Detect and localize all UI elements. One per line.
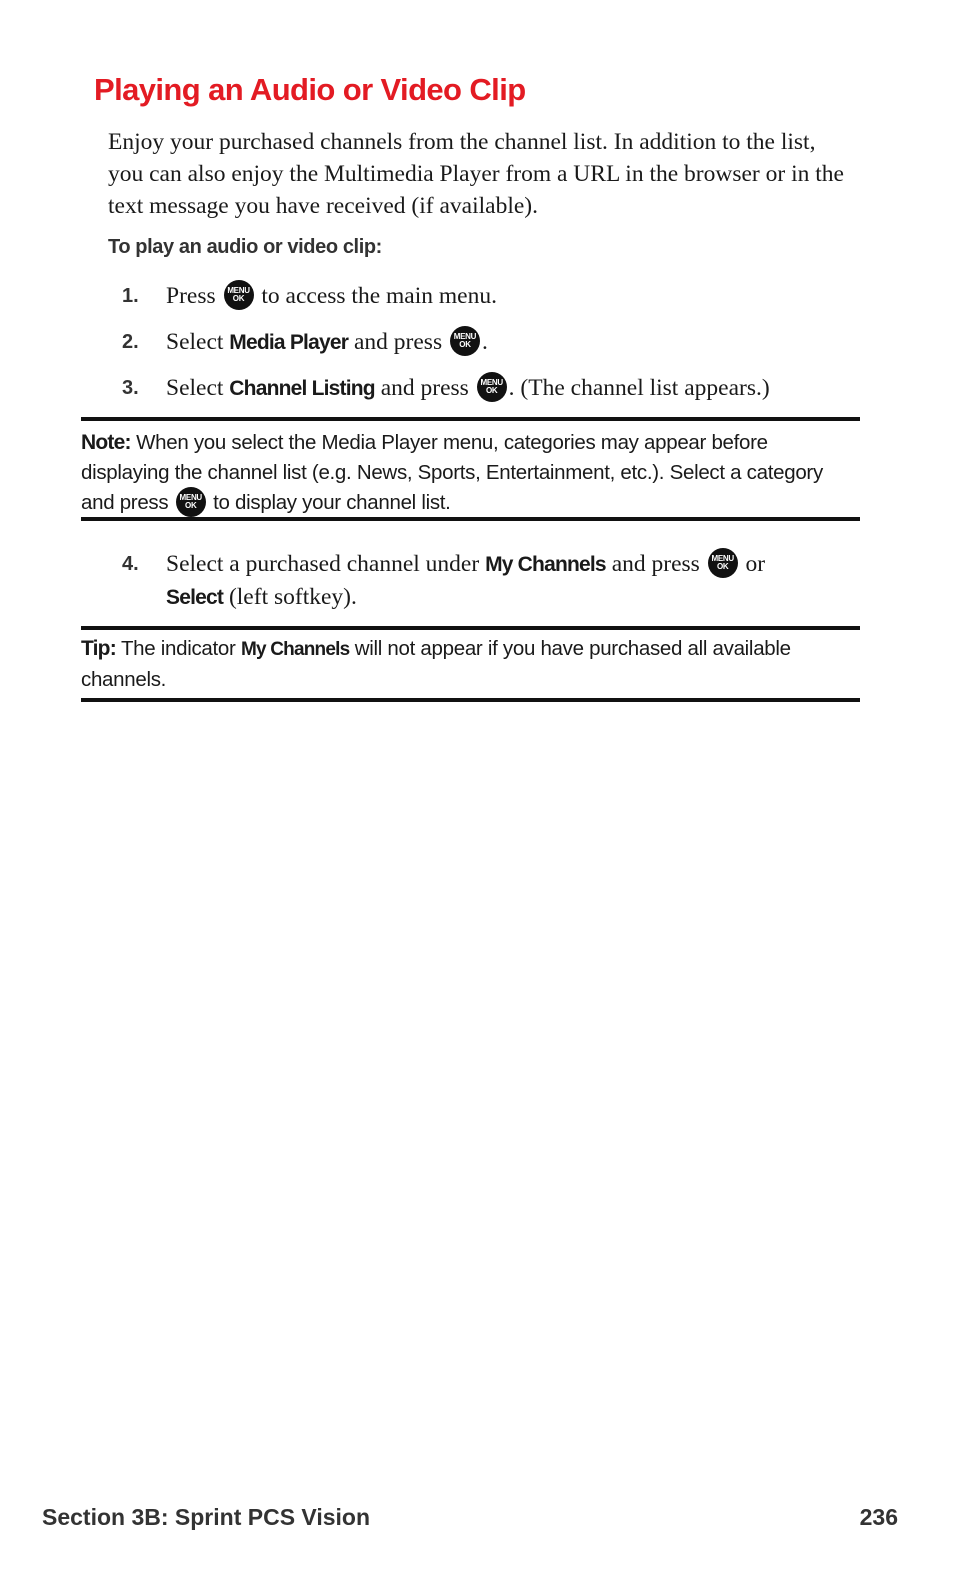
indicator-my-channels: My Channels: [240, 639, 350, 660]
step-4: [122, 548, 862, 614]
step-text: to access the main menu.: [261, 283, 497, 309]
step-1: [122, 280, 862, 313]
procedure-heading: To play an audio or video clip:: [108, 236, 382, 258]
softkey-select: Select: [166, 586, 224, 609]
step-text: and press: [380, 375, 469, 401]
step-text: . (The channel list appears.): [508, 375, 770, 401]
step-number: 3.: [122, 377, 139, 399]
menu-ok-key-icon: MENU OK: [708, 548, 738, 578]
step-2: [122, 326, 862, 359]
step-3: [122, 372, 862, 405]
note-box: [81, 417, 860, 521]
menu-ok-key-icon: MENU OK: [176, 487, 206, 517]
step-text: Select a purchased channel under: [166, 551, 480, 577]
step-text: Press: [166, 283, 216, 309]
intro-paragraph: Enjoy your purchased channels from the channel list. In addition to the list, you can also enjoy the Multimedia Player from a URL in the browser or in the text message you have received (if available).: [108, 129, 844, 219]
menu-option-my-channels: My Channels: [485, 553, 606, 576]
tip-text: will not appear if you have purchased all available channels.: [81, 637, 791, 691]
step-text: and press: [611, 551, 700, 577]
menu-option-media-player: Media Player: [229, 331, 349, 354]
step-number: 2.: [122, 331, 139, 353]
menu-ok-key-icon: MENU OK: [450, 326, 480, 356]
step-text: Select: [166, 375, 224, 401]
step-text: Select: [166, 329, 224, 355]
step-text: (left softkey).: [228, 584, 357, 610]
tip-label: Tip:: [81, 637, 116, 660]
step-number: 1.: [122, 285, 139, 307]
tip-box: [81, 626, 860, 702]
step-text: or: [745, 551, 766, 577]
page-number: 236: [859, 1504, 898, 1530]
note-label: Note:: [81, 431, 131, 454]
menu-ok-key-icon: MENU OK: [477, 372, 507, 402]
note-text: When you select the Media Player menu, categories may appear before displaying the channel list (e.g. News, Sports, Entertainment, etc.). Select a category and press: [81, 431, 823, 514]
footer-section: Section 3B: Sprint PCS Vision: [42, 1504, 371, 1530]
menu-option-channel-listing: Channel Listing: [229, 377, 375, 400]
step-text: .: [481, 329, 488, 355]
note-text: to display your channel list.: [213, 491, 451, 514]
step-number: 4.: [122, 553, 139, 575]
step-text: and press: [353, 329, 443, 355]
menu-ok-key-icon: MENU OK: [224, 280, 254, 310]
page-title: Playing an Audio or Video Clip: [94, 72, 526, 107]
tip-text: The indicator: [120, 637, 236, 660]
